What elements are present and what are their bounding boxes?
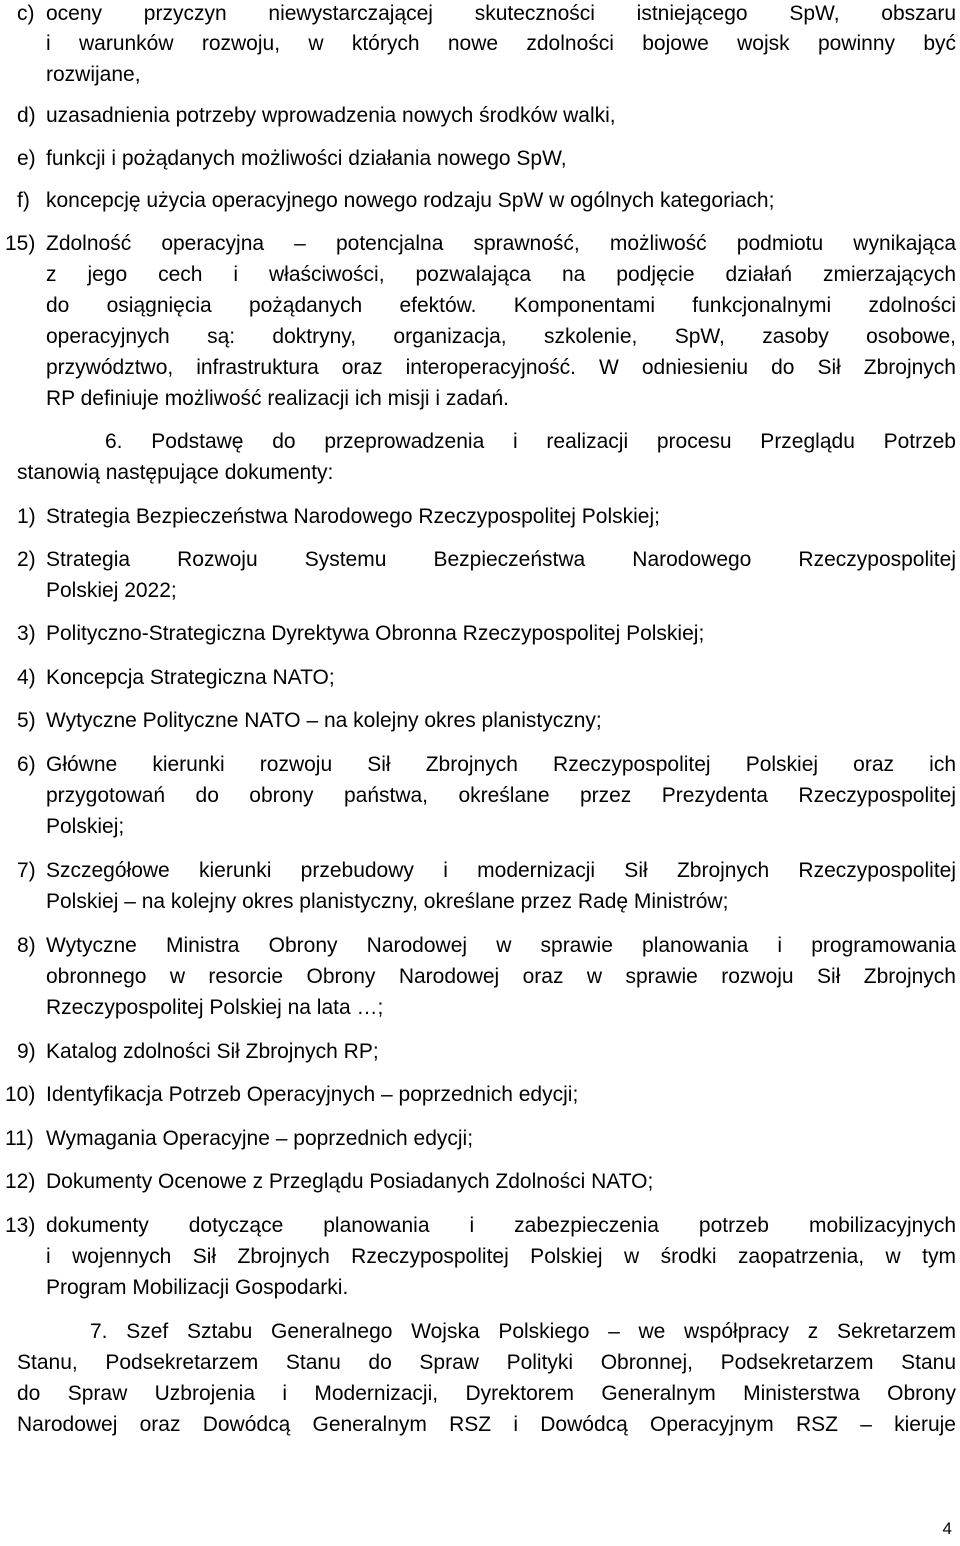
paragraph-line: Narodowej oraz Dowódcą Generalnym RSZ i Dowódcą Operacyjnym RSZ – kieruje: [17, 1413, 956, 1436]
text-line: rozwijane,: [46, 63, 141, 86]
text-line: uzasadnienia potrzeby wprowadzenia nowych środków walki,: [46, 104, 616, 127]
list-marker: 4): [17, 666, 36, 689]
text-line: Rzeczypospolitej Polskiej na lata …;: [46, 996, 384, 1019]
text-line: Wytyczne Polityczne NATO – na kolejny okres planistyczny;: [46, 709, 602, 732]
list-marker: 7): [17, 859, 36, 882]
text-line: Koncepcja Strategiczna NATO;: [46, 666, 335, 689]
list-marker: 15): [5, 232, 36, 255]
text-line: przywództwo, infrastruktura oraz interoperacyjność. W odniesieniu do Sił Zbrojnych: [46, 356, 956, 379]
list-marker: 5): [17, 709, 36, 732]
text-line: obronnego w resorcie Obrony Narodowej oraz w sprawie rozwoju Sił Zbrojnych: [46, 965, 956, 988]
paragraph-line: Stanu, Podsekretarzem Stanu do Spraw Polityki Obronnej, Podsekretarzem Stanu: [17, 1351, 956, 1374]
text-line: Strategia Rozwoju Systemu Bezpieczeństwa Narodowego Rzeczypospolitej: [46, 548, 956, 571]
text-line: przygotowań do obrony państwa, określane przez Prezydenta Rzeczypospolitej: [46, 784, 956, 807]
list-marker: e): [17, 147, 36, 170]
list-marker: 2): [17, 548, 36, 571]
text-line: i wojennych Sił Zbrojnych Rzeczypospolitej Polskiej w środki zaopatrzenia, w tym: [46, 1245, 956, 1268]
paragraph-line: 6. Podstawę do przeprowadzenia i realizacji procesu Przeglądu Potrzeb: [105, 430, 956, 453]
paragraph-line: do Spraw Uzbrojenia i Modernizacji, Dyrektorem Generalnym Ministerstwa Obrony: [17, 1382, 956, 1405]
list-marker: 9): [17, 1040, 36, 1063]
text-line: Szczegółowe kierunki przebudowy i modernizacji Sił Zbrojnych Rzeczypospolitej: [46, 859, 956, 882]
text-line: funkcji i pożądanych możliwości działania nowego SpW,: [46, 147, 567, 170]
page-number: 4: [942, 1519, 952, 1538]
paragraph-line: stanowią następujące dokumenty:: [17, 461, 334, 484]
text-line: Zdolność operacyjna – potencjalna sprawność, możliwość podmiotu wynikająca: [46, 232, 956, 255]
text-line: oceny przyczyn niewystarczającej skuteczności istniejącego SpW, obszaru: [46, 2, 956, 25]
paragraph-line: 7. Szef Sztabu Generalnego Wojska Polskiego – we współpracy z Sekretarzem: [90, 1320, 956, 1343]
list-marker: f): [17, 189, 30, 212]
text-line: Polskiej – na kolejny okres planistyczny, określane przez Radę Ministrów;: [46, 890, 729, 913]
text-line: i warunków rozwoju, w których nowe zdolności bojowe wojsk powinny być: [46, 32, 956, 55]
list-marker: 12): [5, 1170, 36, 1193]
text-line: operacyjnych są: doktryny, organizacja, szkolenie, SpW, zasoby osobowe,: [46, 325, 956, 348]
text-line: z jego cech i właściwości, pozwalająca na podjęcie działań zmierzających: [46, 263, 956, 286]
list-marker: 8): [17, 934, 36, 957]
text-line: Główne kierunki rozwoju Sił Zbrojnych Rzeczypospolitej Polskiej oraz ich: [46, 753, 956, 776]
list-marker: c): [17, 2, 35, 25]
text-line: Wymagania Operacyjne – poprzednich edycji;: [46, 1127, 474, 1150]
text-line: Dokumenty Ocenowe z Przeglądu Posiadanych Zdolności NATO;: [46, 1170, 654, 1193]
text-line: koncepcję użycia operacyjnego nowego rodzaju SpW w ogólnych kategoriach;: [46, 189, 775, 212]
list-marker: 6): [17, 753, 36, 776]
text-line: do osiągnięcia pożądanych efektów. Komponentami funkcjonalnymi zdolności: [46, 294, 956, 317]
text-line: Polityczno-Strategiczna Dyrektywa Obronna Rzeczypospolitej Polskiej;: [46, 622, 705, 645]
text-line: Polskiej;: [46, 815, 125, 838]
text-line: RP definiuje możliwość realizacji ich misji i zadań.: [46, 387, 509, 410]
list-marker: 13): [5, 1214, 36, 1237]
text-line: dokumenty dotyczące planowania i zabezpieczenia potrzeb mobilizacyjnych: [46, 1214, 956, 1237]
list-marker: 11): [5, 1127, 34, 1150]
text-line: Katalog zdolności Sił Zbrojnych RP;: [46, 1040, 379, 1063]
list-marker: 1): [17, 505, 36, 528]
list-marker: 3): [17, 622, 36, 645]
list-marker: d): [17, 104, 36, 127]
text-line: Wytyczne Ministra Obrony Narodowej w sprawie planowania i programowania: [46, 934, 956, 957]
list-marker: 10): [5, 1083, 36, 1106]
text-line: Program Mobilizacji Gospodarki.: [46, 1276, 349, 1299]
text-line: Polskiej 2022;: [46, 579, 177, 602]
text-line: Strategia Bezpieczeństwa Narodowego Rzeczypospolitej Polskiej;: [46, 505, 660, 528]
text-line: Identyfikacja Potrzeb Operacyjnych – poprzednich edycji;: [46, 1083, 579, 1106]
